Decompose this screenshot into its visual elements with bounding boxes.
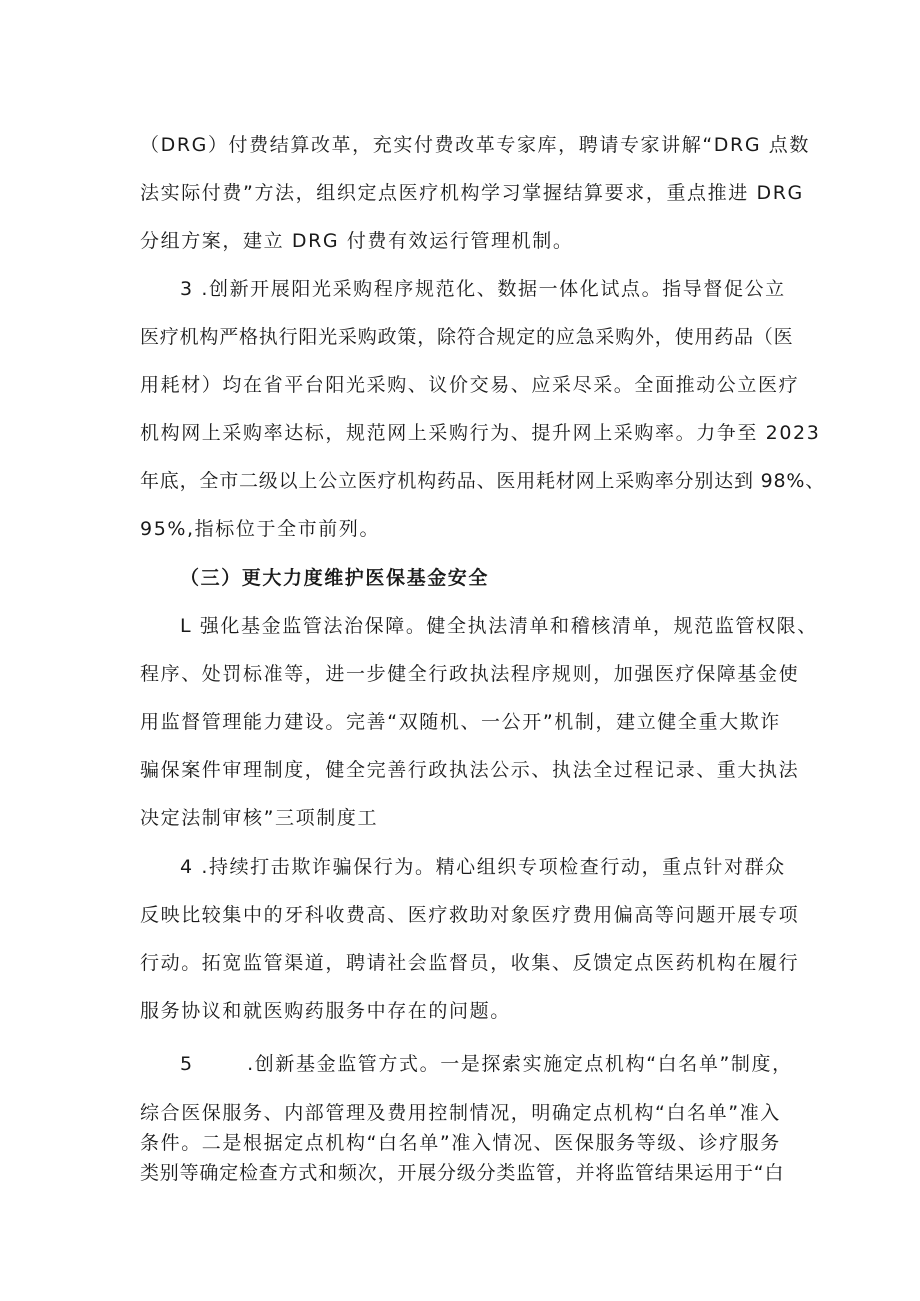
text-line: 4 .持续打击欺诈骗保行为。精心组织专项检查行动，重点针对群众 — [180, 856, 786, 878]
text-line: 5 .创新基金监管方式。一是探索实施定点机构“白名单”制度， — [180, 1053, 793, 1075]
text-line: 用监督管理能力建设。完善“双随机、一公开”机制，建立健全重大欺诈 — [140, 711, 781, 733]
text-line: L 强化基金监管法治保障。健全执法清单和稽核清单，规范监管权限、 — [180, 615, 818, 637]
text-line: 年底，全市二级以上公立医疗机构药品、医用耗材网上采购率分别达到 98%、 — [140, 470, 826, 492]
text-line: 反映比较集中的牙科收费高、医疗救助对象医疗费用偏高等问题开展专项 — [140, 904, 800, 926]
text-line: 服务协议和就医购药服务中存在的问题。 — [140, 1000, 511, 1022]
text-line: 决定法制审核”三项制度工 — [140, 807, 379, 829]
text-line: 医疗机构严格执行阳光采购政策，除符合规定的应急采购外，使用药品（医 — [140, 326, 794, 348]
text-line: 类别等确定检查方式和频次，开展分级分类监管，并将监管结果运用于“白 — [140, 1162, 785, 1184]
text-line: 95%,指标位于全市前列。 — [140, 518, 381, 540]
text-line: 法实际付费”方法，组织定点医疗机构学习掌握结算要求，重点推进 DRG — [140, 182, 804, 204]
text-line: （DRG）付费结算改革，充实付费改革专家库，聘请专家讲解“DRG 点数 — [140, 134, 810, 156]
text-line: 程序、处罚标准等，进一步健全行政执法程序规则，加强医疗保障基金使 — [140, 663, 800, 685]
text-line: 机构网上采购率达标，规范网上采购行为、提升网上采购率。力争至 2023 — [140, 422, 821, 444]
section-heading: （三）更大力度维护医保基金安全 — [180, 567, 490, 589]
text-line: 用耗材）均在省平台阳光采购、议价交易、应采尽采。全面推动公立医疗 — [140, 374, 800, 396]
text-line: 3 .创新开展阳光采购程序规范化、数据一体化试点。指导督促公立 — [180, 278, 786, 300]
text-line: 行动。拓宽监管渠道，聘请社会监督员，收集、反馈定点医药机构在履行 — [140, 952, 800, 974]
text-line: 条件。二是根据定点机构“白名单”准入情况、医保服务等级、诊疗服务 — [140, 1132, 781, 1154]
text-line: 综合医保服务、内部管理及费用控制情况，明确定点机构“白名单”准入 — [140, 1102, 781, 1124]
text-line: 骗保案件审理制度，健全完善行政执法公示、执法全过程记录、重大执法 — [140, 759, 800, 781]
text-line: 分组方案，建立 DRG 付费有效运行管理机制。 — [140, 230, 574, 252]
